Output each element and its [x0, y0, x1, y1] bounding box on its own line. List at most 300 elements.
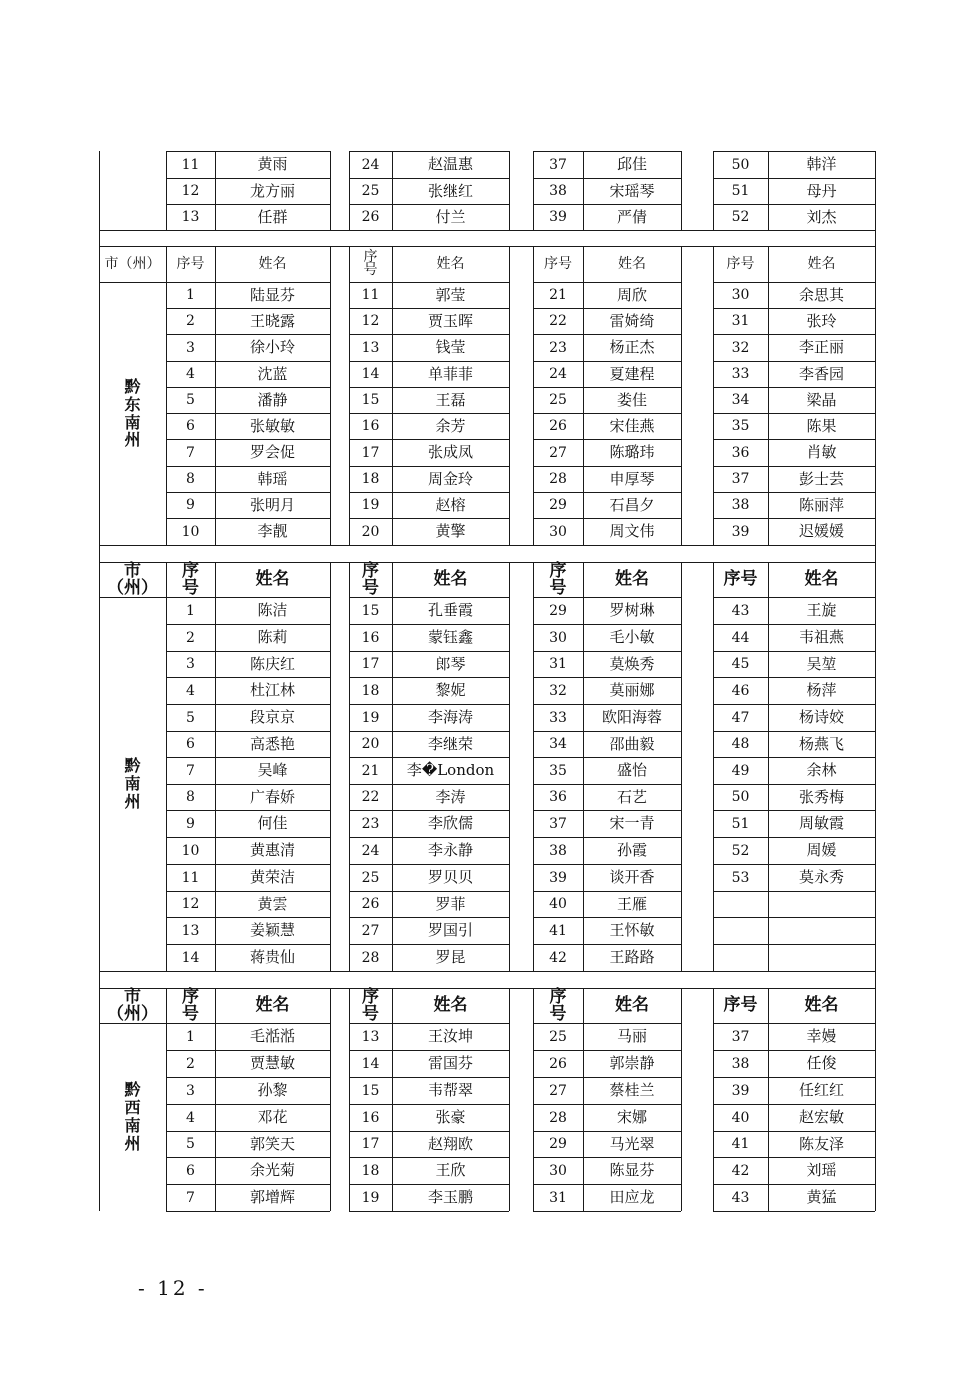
seq-cell: 27 — [549, 1082, 567, 1099]
name-cell: 陈莉 — [257, 628, 288, 646]
header-name: 姓名 — [433, 995, 468, 1015]
seq-cell: 33 — [549, 709, 567, 726]
rule-line — [99, 971, 100, 988]
rule-line — [713, 988, 714, 1023]
name-cell: 徐小玲 — [249, 338, 295, 356]
header-name: 姓名 — [615, 995, 649, 1015]
header-city-part: （州） — [107, 577, 158, 598]
seq-cell: 23 — [361, 815, 380, 832]
name-cell: 高悉艳 — [249, 734, 295, 753]
region-label — [99, 1023, 166, 1211]
seq-cell: 34 — [731, 392, 750, 408]
seq-cell: 11 — [181, 869, 200, 886]
name-cell: 郎琴 — [435, 654, 466, 673]
name-cell: 张敏敏 — [249, 416, 295, 435]
rule-line — [509, 597, 510, 971]
name-cell: 邓花 — [257, 1108, 288, 1126]
name-cell: 张成凤 — [427, 443, 473, 461]
rule-line — [509, 1023, 510, 1211]
region-char: 州 — [124, 1133, 141, 1153]
name-cell: 毛小敏 — [609, 628, 655, 646]
name-cell: 周媛 — [806, 841, 837, 859]
name-cell: 蔡桂兰 — [609, 1081, 655, 1099]
rule-line — [392, 246, 393, 282]
name-cell: 王路路 — [609, 948, 655, 966]
header-seq-part: 号 — [549, 1003, 567, 1024]
seq-cell: 3 — [186, 339, 195, 356]
name-cell: 韦帮翠 — [427, 1081, 473, 1099]
name-cell: 余芳 — [435, 416, 466, 435]
seq-cell: 6 — [186, 1162, 195, 1179]
seq-cell: 11 — [361, 287, 380, 303]
name-cell: 王欣 — [435, 1161, 466, 1179]
name-cell: 孔垂霞 — [427, 601, 473, 619]
seq-cell: 49 — [731, 762, 750, 779]
rule-line — [681, 151, 682, 230]
region-char: 黔 — [124, 756, 141, 776]
rule-line — [533, 988, 534, 1023]
seq-cell: 7 — [186, 444, 195, 461]
name-cell: 张继红 — [427, 181, 473, 200]
name-cell: 王怀敏 — [609, 921, 655, 939]
name-cell: 张玲 — [806, 311, 837, 330]
seq-cell: 13 — [361, 1028, 380, 1045]
rule-line — [875, 988, 876, 1023]
rule-line — [875, 562, 876, 597]
name-cell: 陆显芬 — [249, 285, 295, 304]
seq-cell: 1 — [186, 602, 195, 619]
seq-cell: 14 — [361, 366, 380, 382]
seq-cell: 23 — [549, 339, 567, 356]
name-cell: 莫焕秀 — [609, 654, 655, 673]
name-cell: 郭笑天 — [249, 1134, 295, 1153]
seq-cell: 36 — [549, 789, 567, 805]
name-cell: 余林 — [806, 761, 837, 779]
rule-line — [330, 282, 331, 545]
name-cell: 韩瑶 — [257, 469, 288, 488]
rule-line — [875, 597, 876, 971]
name-cell: 夏建程 — [609, 364, 655, 383]
seq-cell: 46 — [731, 682, 750, 699]
header-seq: 序号 — [723, 569, 758, 589]
seq-cell: 6 — [186, 736, 195, 752]
rule-line — [768, 246, 769, 282]
rule-line — [875, 1023, 876, 1211]
rule-line — [99, 151, 100, 230]
seq-cell: 50 — [731, 156, 750, 173]
name-cell: 罗贝贝 — [427, 868, 473, 886]
seq-cell: 12 — [181, 896, 200, 912]
seq-cell: 30 — [549, 629, 567, 646]
seq-cell: 38 — [731, 1055, 750, 1072]
seq-cell: 45 — [731, 656, 750, 672]
name-cell: 李靓 — [257, 522, 288, 540]
seq-cell: 39 — [549, 869, 567, 886]
name-cell: 姜颖慧 — [249, 921, 295, 939]
seq-cell: 37 — [549, 156, 567, 173]
header-seq — [533, 988, 583, 1023]
seq-cell: 29 — [549, 1136, 567, 1152]
name-cell: 余思其 — [798, 285, 844, 304]
rule-line — [99, 545, 100, 562]
name-cell: 梁晶 — [806, 390, 837, 409]
header-seq-part: 序 — [182, 987, 199, 1008]
seq-cell: 43 — [731, 1189, 750, 1206]
header-seq-part: 序 — [182, 561, 199, 582]
header-seq-part: 序 — [362, 561, 379, 582]
name-cell: 陈果 — [806, 416, 837, 435]
seq-cell: 53 — [731, 869, 750, 886]
seq-cell: 2 — [186, 629, 195, 646]
name-cell: 石艺 — [616, 787, 647, 806]
rule-line — [713, 562, 714, 597]
region-char: 州 — [124, 430, 141, 450]
seq-cell: 39 — [731, 523, 750, 540]
name-cell: 段京京 — [249, 708, 295, 726]
name-cell: 郭莹 — [435, 285, 466, 304]
seq-cell: 18 — [361, 471, 380, 487]
header-seq-part: 序 — [549, 987, 567, 1008]
seq-cell: 21 — [549, 287, 567, 303]
name-cell: 邱佳 — [616, 155, 647, 173]
name-cell: 王汝坤 — [427, 1027, 473, 1045]
page-number: - 12 - — [138, 1276, 208, 1300]
region-char: 南 — [124, 1116, 141, 1135]
name-cell: 张明月 — [249, 495, 295, 514]
name-cell: 张豪 — [435, 1108, 466, 1126]
name-cell: 赵宏敏 — [798, 1108, 844, 1126]
rule-line — [166, 562, 167, 597]
rule-line — [330, 246, 331, 282]
rule-line — [875, 545, 876, 562]
header-city — [99, 988, 166, 1023]
name-cell: 余光菊 — [249, 1161, 295, 1179]
seq-cell: 35 — [731, 418, 750, 434]
name-cell: 马丽 — [616, 1027, 647, 1045]
rule-line — [392, 988, 393, 1023]
name-cell: 雷婍绮 — [609, 311, 655, 330]
seq-cell: 8 — [186, 471, 195, 487]
name-cell: 雷国芬 — [427, 1054, 473, 1072]
name-cell: 迟媛媛 — [798, 522, 844, 540]
seq-cell — [713, 917, 768, 944]
seq-cell: 51 — [731, 815, 750, 832]
seq-cell: 32 — [731, 339, 750, 356]
name-cell: 王磊 — [435, 390, 466, 409]
seq-cell: 22 — [361, 789, 380, 805]
seq-cell: 52 — [731, 209, 750, 225]
name-cell: 李继荣 — [427, 734, 473, 753]
name-cell: 黄擎 — [435, 522, 466, 540]
header-seq: 序号 — [723, 995, 758, 1015]
rule-line — [215, 562, 216, 597]
name-cell: 贾玉晖 — [427, 311, 473, 330]
rule-line — [583, 988, 584, 1023]
seq-cell: 16 — [361, 1109, 380, 1126]
header-seq-part: 序 — [362, 987, 379, 1008]
name-cell: 黄猛 — [806, 1188, 837, 1206]
seq-cell: 42 — [549, 949, 567, 966]
seq-cell: 26 — [361, 209, 380, 225]
seq-cell: 12 — [181, 183, 200, 199]
seq-cell: 30 — [549, 523, 567, 540]
header-name: 姓名 — [615, 569, 649, 589]
seq-cell: 1 — [186, 1028, 195, 1045]
header-city-part: 市 — [124, 561, 141, 582]
name-cell: 彭士芸 — [798, 469, 844, 488]
name-cell: 赵温惠 — [427, 155, 473, 173]
name-cell: 田应龙 — [609, 1188, 655, 1206]
seq-cell: 37 — [731, 471, 750, 487]
header-seq-part: 号 — [182, 577, 199, 598]
header-seq-part: 号 — [362, 577, 379, 598]
seq-cell: 13 — [181, 922, 200, 939]
seq-cell: 5 — [186, 392, 195, 408]
region-char: 州 — [124, 791, 141, 811]
seq-cell: 39 — [549, 209, 567, 225]
name-cell: 杨燕飞 — [798, 734, 844, 753]
rule-line — [533, 246, 534, 282]
seq-cell — [713, 944, 768, 971]
name-cell: 韩洋 — [806, 155, 837, 173]
rule-line — [215, 988, 216, 1023]
region-label — [99, 597, 166, 971]
rule-line — [509, 988, 510, 1023]
name-cell: 陈显芬 — [609, 1161, 655, 1179]
seq-cell: 27 — [549, 444, 567, 461]
name-cell — [768, 917, 875, 944]
rule-line — [330, 562, 331, 597]
seq-cell: 19 — [361, 709, 380, 726]
name-cell: 周欣 — [616, 285, 647, 304]
seq-cell: 5 — [186, 709, 195, 726]
header-seq — [533, 562, 583, 597]
name-cell: 黎妮 — [435, 681, 466, 699]
seq-cell: 7 — [186, 1189, 195, 1206]
seq-cell: 42 — [731, 1162, 750, 1179]
header-name: 姓名 — [258, 256, 287, 272]
name-cell: 石昌夕 — [609, 495, 655, 514]
region-char: 黔 — [124, 1080, 141, 1100]
name-cell: 周文伟 — [609, 522, 655, 540]
seq-cell: 1 — [186, 287, 195, 303]
name-cell: 申厚琴 — [609, 469, 655, 488]
region-char: 西 — [124, 1098, 141, 1118]
name-cell: 陈丽萍 — [798, 495, 844, 514]
header-name: 姓名 — [618, 256, 646, 272]
name-cell: 娄佳 — [616, 390, 647, 409]
seq-cell: 18 — [361, 1162, 380, 1179]
header-city — [99, 562, 166, 597]
name-cell: 李玉鹏 — [427, 1188, 473, 1206]
rule-line — [99, 230, 100, 246]
name-cell: 宋一青 — [609, 814, 655, 832]
seq-cell: 22 — [549, 313, 567, 329]
region-char: 黔 — [124, 376, 141, 396]
rule-line — [349, 988, 350, 1023]
rule-line — [99, 230, 875, 231]
seq-cell: 24 — [549, 366, 567, 382]
seq-cell: 20 — [361, 736, 380, 752]
seq-cell: 17 — [361, 656, 380, 672]
name-cell: 黄荣洁 — [249, 868, 295, 886]
seq-cell: 18 — [361, 682, 380, 699]
seq-cell: 4 — [186, 1109, 195, 1126]
seq-cell: 51 — [731, 183, 750, 199]
seq-cell: 10 — [181, 842, 200, 859]
seq-cell: 31 — [549, 1189, 567, 1206]
name-cell: 单菲菲 — [427, 364, 473, 383]
seq-cell: 40 — [549, 896, 567, 912]
name-cell: 毛湉湉 — [249, 1027, 295, 1045]
name-cell: 罗会促 — [249, 443, 295, 461]
seq-cell: 28 — [361, 949, 380, 966]
seq-cell: 24 — [361, 842, 380, 859]
seq-cell: 19 — [361, 497, 380, 513]
seq-cell: 41 — [549, 922, 567, 939]
seq-cell: 11 — [181, 156, 200, 173]
seq-cell: 6 — [186, 418, 195, 434]
name-cell: 任俊 — [806, 1054, 837, 1072]
seq-cell: 25 — [549, 1028, 567, 1045]
name-cell: 杨萍 — [806, 681, 837, 699]
name-cell: 李涛 — [435, 787, 466, 806]
region-label — [99, 282, 166, 545]
name-cell: 钱莹 — [435, 338, 466, 356]
seq-cell: 32 — [549, 682, 567, 699]
name-cell: 周金玲 — [427, 469, 473, 488]
name-cell: 王雁 — [616, 894, 647, 913]
rule-line — [99, 545, 875, 546]
header-name: 姓名 — [436, 256, 465, 272]
name-cell: 宋娜 — [616, 1108, 647, 1126]
name-cell: 周敏霞 — [798, 814, 844, 832]
name-cell: 贾慧敏 — [249, 1054, 295, 1072]
rule-line — [330, 597, 331, 971]
header-seq-part: 号 — [362, 1003, 379, 1024]
name-cell: 李香园 — [798, 364, 844, 383]
name-cell: 李海涛 — [427, 708, 473, 726]
name-cell: 杨诗姣 — [798, 708, 844, 726]
name-cell: 谈开香 — [609, 868, 655, 886]
name-cell: 潘静 — [257, 390, 288, 409]
seq-cell: 21 — [361, 762, 380, 779]
rule-line — [875, 246, 876, 282]
header-city: 市（州） — [104, 256, 161, 272]
rule-line — [768, 562, 769, 597]
name-cell: 韦祖燕 — [798, 628, 844, 646]
name-cell: 陈洁 — [257, 601, 288, 619]
name-cell: 孙黎 — [257, 1081, 288, 1099]
name-cell: 邵曲毅 — [609, 734, 655, 753]
seq-cell: 5 — [186, 1136, 195, 1152]
name-cell: 陈庆红 — [249, 654, 295, 673]
seq-cell: 28 — [549, 471, 567, 487]
header-seq-part: 号 — [363, 262, 378, 278]
seq-cell: 48 — [731, 736, 750, 752]
name-cell: 马光翠 — [609, 1134, 655, 1153]
seq-cell: 26 — [361, 896, 380, 912]
rule-line — [330, 1023, 331, 1211]
seq-cell: 13 — [361, 339, 380, 356]
header-seq-part: 号 — [549, 577, 567, 598]
seq-cell: 24 — [361, 156, 380, 173]
seq-cell: 29 — [549, 602, 567, 619]
seq-cell: 10 — [181, 523, 200, 540]
name-cell: 陈友泽 — [798, 1134, 844, 1153]
name-cell: 欧阳海蓉 — [601, 708, 662, 726]
name-cell — [768, 891, 875, 917]
seq-cell: 41 — [731, 1136, 750, 1152]
rule-line — [875, 230, 876, 246]
name-cell: 广春娇 — [249, 787, 295, 806]
name-cell: 幸嫚 — [806, 1027, 837, 1045]
name-cell: 任群 — [257, 207, 288, 226]
name-cell: 陈璐玮 — [609, 443, 655, 461]
rule-line — [349, 246, 350, 282]
seq-cell — [713, 891, 768, 917]
seq-cell: 29 — [549, 497, 567, 513]
name-cell: 王旋 — [806, 601, 837, 619]
seq-cell: 33 — [731, 366, 750, 382]
seq-cell: 31 — [549, 656, 567, 672]
seq-cell: 40 — [731, 1109, 750, 1126]
seq-cell: 38 — [549, 183, 567, 199]
seq-cell: 25 — [361, 869, 380, 886]
rule-line — [215, 246, 216, 282]
seq-cell: 17 — [361, 1136, 380, 1152]
name-cell: 孙霞 — [616, 841, 647, 859]
header-seq — [349, 246, 392, 282]
name-cell: 莫永秀 — [798, 868, 844, 886]
seq-cell: 30 — [731, 287, 750, 303]
seq-cell: 14 — [361, 1055, 380, 1072]
name-cell: 杨正杰 — [609, 338, 655, 356]
header-seq: 序号 — [544, 256, 572, 272]
seq-cell: 19 — [361, 1189, 380, 1206]
name-cell: 罗菲 — [435, 894, 466, 913]
seq-cell: 38 — [549, 842, 567, 859]
seq-cell: 30 — [549, 1162, 567, 1179]
name-cell: 罗国引 — [427, 921, 473, 939]
rule-line — [166, 246, 167, 282]
rule-line — [875, 151, 876, 230]
name-cell: 盛怡 — [616, 761, 647, 779]
seq-cell: 36 — [731, 444, 750, 461]
rule-line — [713, 246, 714, 282]
rule-line — [349, 562, 350, 597]
rule-line — [349, 1211, 509, 1212]
seq-cell: 37 — [731, 1028, 750, 1045]
rule-line — [583, 562, 584, 597]
seq-cell: 39 — [731, 1082, 750, 1099]
name-cell: 郭增辉 — [249, 1188, 295, 1206]
name-cell: 李�London — [406, 761, 495, 779]
header-name: 姓名 — [804, 995, 839, 1015]
rule-line — [583, 246, 584, 282]
seq-cell: 14 — [181, 949, 200, 966]
rule-line — [713, 1211, 875, 1212]
header-name: 姓名 — [255, 995, 290, 1015]
seq-cell: 25 — [361, 183, 380, 199]
seq-cell: 31 — [731, 313, 750, 329]
seq-cell: 3 — [186, 1082, 195, 1099]
name-cell: 肖敏 — [806, 443, 837, 461]
header-name: 姓名 — [255, 569, 290, 589]
seq-cell: 34 — [549, 736, 567, 752]
name-cell: 吴峰 — [257, 761, 288, 779]
rule-line — [875, 971, 876, 988]
